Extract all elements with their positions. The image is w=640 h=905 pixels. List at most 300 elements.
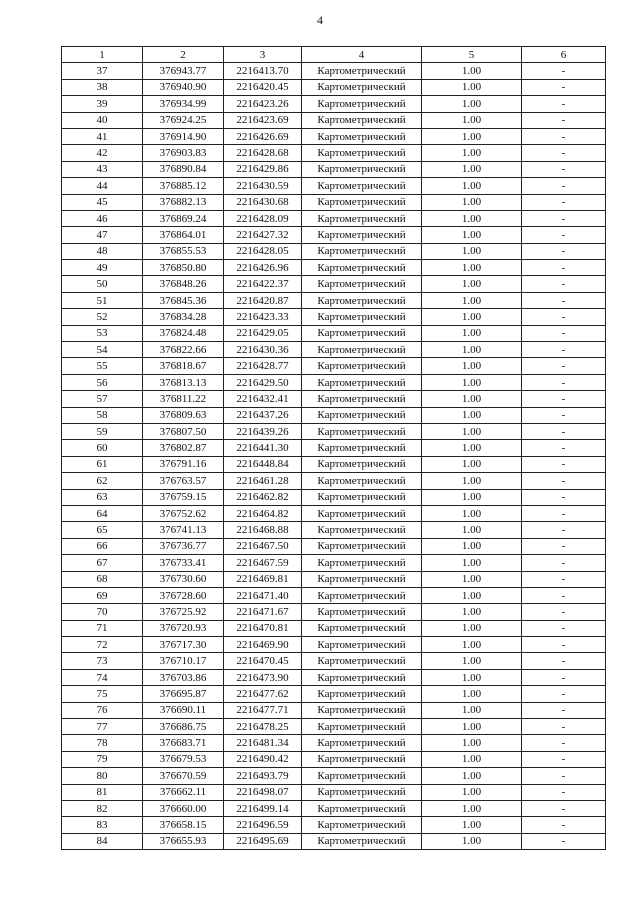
description-cell: - <box>522 325 606 341</box>
point-number-cell: 69 <box>62 587 143 603</box>
x-coordinate-cell: 376822.66 <box>143 342 224 358</box>
point-number-cell: 56 <box>62 374 143 390</box>
accuracy-cell: 1.00 <box>422 63 522 79</box>
table-row <box>62 128 606 144</box>
description-cell: - <box>522 456 606 472</box>
x-coordinate-cell: 376869.24 <box>143 210 224 226</box>
method-cell: Картометрический <box>302 735 422 751</box>
method-cell: Картометрический <box>302 342 422 358</box>
x-coordinate-cell: 376736.77 <box>143 538 224 554</box>
x-coordinate-cell: 376686.75 <box>143 719 224 735</box>
point-number-cell: 66 <box>62 538 143 554</box>
method-cell: Картометрический <box>302 555 422 571</box>
table-row <box>62 637 606 653</box>
x-coordinate-cell: 376655.93 <box>143 833 224 849</box>
point-number-cell: 82 <box>62 800 143 816</box>
point-number-cell: 37 <box>62 63 143 79</box>
description-cell: - <box>522 243 606 259</box>
accuracy-cell: 1.00 <box>422 768 522 784</box>
y-coordinate-cell: 2216429.50 <box>224 374 302 390</box>
y-coordinate-cell: 2216481.34 <box>224 735 302 751</box>
accuracy-cell: 1.00 <box>422 784 522 800</box>
y-coordinate-cell: 2216423.33 <box>224 309 302 325</box>
method-cell: Картометрический <box>302 604 422 620</box>
x-coordinate-cell: 376728.60 <box>143 587 224 603</box>
y-coordinate-cell: 2216432.41 <box>224 391 302 407</box>
description-cell: - <box>522 686 606 702</box>
description-cell: - <box>522 768 606 784</box>
table-row <box>62 358 606 374</box>
table-row <box>62 587 606 603</box>
point-number-cell: 47 <box>62 227 143 243</box>
description-cell: - <box>522 620 606 636</box>
table-row <box>62 407 606 423</box>
table-row <box>62 178 606 194</box>
y-coordinate-cell: 2216469.90 <box>224 637 302 653</box>
accuracy-cell: 1.00 <box>422 538 522 554</box>
point-number-cell: 80 <box>62 768 143 784</box>
y-coordinate-cell: 2216462.82 <box>224 489 302 505</box>
method-cell: Картометрический <box>302 456 422 472</box>
x-coordinate-cell: 376730.60 <box>143 571 224 587</box>
table-row <box>62 555 606 571</box>
table-row <box>62 309 606 325</box>
x-coordinate-cell: 376811.22 <box>143 391 224 407</box>
method-cell: Картометрический <box>302 800 422 816</box>
description-cell: - <box>522 145 606 161</box>
description-cell: - <box>522 227 606 243</box>
y-coordinate-cell: 2216471.67 <box>224 604 302 620</box>
table-row <box>62 342 606 358</box>
y-coordinate-cell: 2216429.86 <box>224 161 302 177</box>
y-coordinate-cell: 2216428.77 <box>224 358 302 374</box>
method-cell: Картометрический <box>302 686 422 702</box>
x-coordinate-cell: 376864.01 <box>143 227 224 243</box>
accuracy-cell: 1.00 <box>422 112 522 128</box>
description-cell: - <box>522 604 606 620</box>
method-cell: Картометрический <box>302 374 422 390</box>
x-coordinate-cell: 376759.15 <box>143 489 224 505</box>
y-coordinate-cell: 2216467.59 <box>224 555 302 571</box>
table-row <box>62 817 606 833</box>
x-coordinate-cell: 376924.25 <box>143 112 224 128</box>
description-cell: - <box>522 63 606 79</box>
x-coordinate-cell: 376725.92 <box>143 604 224 620</box>
point-number-cell: 57 <box>62 391 143 407</box>
y-coordinate-cell: 2216468.88 <box>224 522 302 538</box>
x-coordinate-cell: 376882.13 <box>143 194 224 210</box>
x-coordinate-cell: 376658.15 <box>143 817 224 833</box>
table-row <box>62 751 606 767</box>
point-number-cell: 55 <box>62 358 143 374</box>
table-row <box>62 456 606 472</box>
accuracy-cell: 1.00 <box>422 292 522 308</box>
accuracy-cell: 1.00 <box>422 473 522 489</box>
x-coordinate-cell: 376848.26 <box>143 276 224 292</box>
description-cell: - <box>522 374 606 390</box>
y-coordinate-cell: 2216429.05 <box>224 325 302 341</box>
accuracy-cell: 1.00 <box>422 194 522 210</box>
point-number-cell: 73 <box>62 653 143 669</box>
x-coordinate-cell: 376890.84 <box>143 161 224 177</box>
accuracy-cell: 1.00 <box>422 243 522 259</box>
description-cell: - <box>522 391 606 407</box>
table-row <box>62 243 606 259</box>
table-row <box>62 620 606 636</box>
accuracy-cell: 1.00 <box>422 817 522 833</box>
accuracy-cell: 1.00 <box>422 833 522 849</box>
table-row <box>62 505 606 521</box>
y-coordinate-cell: 2216427.32 <box>224 227 302 243</box>
description-cell: - <box>522 719 606 735</box>
point-number-cell: 49 <box>62 260 143 276</box>
description-cell: - <box>522 637 606 653</box>
point-number-cell: 40 <box>62 112 143 128</box>
y-coordinate-cell: 2216413.70 <box>224 63 302 79</box>
point-number-cell: 48 <box>62 243 143 259</box>
y-coordinate-cell: 2216430.36 <box>224 342 302 358</box>
table-row <box>62 800 606 816</box>
point-number-cell: 78 <box>62 735 143 751</box>
description-cell: - <box>522 653 606 669</box>
accuracy-cell: 1.00 <box>422 522 522 538</box>
table-row <box>62 292 606 308</box>
point-number-cell: 53 <box>62 325 143 341</box>
x-coordinate-cell: 376824.48 <box>143 325 224 341</box>
accuracy-cell: 1.00 <box>422 423 522 439</box>
y-coordinate-cell: 2216448.84 <box>224 456 302 472</box>
point-number-cell: 83 <box>62 817 143 833</box>
point-number-cell: 65 <box>62 522 143 538</box>
point-number-cell: 44 <box>62 178 143 194</box>
method-cell: Картометрический <box>302 833 422 849</box>
x-coordinate-cell: 376807.50 <box>143 423 224 439</box>
y-coordinate-cell: 2216428.68 <box>224 145 302 161</box>
accuracy-cell: 1.00 <box>422 96 522 112</box>
method-cell: Картометрический <box>302 407 422 423</box>
y-coordinate-cell: 2216430.68 <box>224 194 302 210</box>
description-cell: - <box>522 489 606 505</box>
accuracy-cell: 1.00 <box>422 653 522 669</box>
x-coordinate-cell: 376683.71 <box>143 735 224 751</box>
table-row <box>62 194 606 210</box>
point-number-cell: 43 <box>62 161 143 177</box>
description-cell: - <box>522 735 606 751</box>
description-cell: - <box>522 96 606 112</box>
y-coordinate-cell: 2216426.69 <box>224 128 302 144</box>
y-coordinate-cell: 2216428.09 <box>224 210 302 226</box>
point-number-cell: 67 <box>62 555 143 571</box>
accuracy-cell: 1.00 <box>422 391 522 407</box>
accuracy-cell: 1.00 <box>422 342 522 358</box>
y-coordinate-cell: 2216471.40 <box>224 587 302 603</box>
y-coordinate-cell: 2216469.81 <box>224 571 302 587</box>
x-coordinate-cell: 376855.53 <box>143 243 224 259</box>
method-cell: Картометрический <box>302 784 422 800</box>
method-cell: Картометрический <box>302 178 422 194</box>
accuracy-cell: 1.00 <box>422 505 522 521</box>
table-row <box>62 227 606 243</box>
y-coordinate-cell: 2216499.14 <box>224 800 302 816</box>
column-header-3: 3 <box>224 47 302 63</box>
table-row <box>62 161 606 177</box>
x-coordinate-cell: 376845.36 <box>143 292 224 308</box>
point-number-cell: 42 <box>62 145 143 161</box>
point-number-cell: 79 <box>62 751 143 767</box>
description-cell: - <box>522 702 606 718</box>
y-coordinate-cell: 2216430.59 <box>224 178 302 194</box>
y-coordinate-cell: 2216423.69 <box>224 112 302 128</box>
x-coordinate-cell: 376834.28 <box>143 309 224 325</box>
method-cell: Картометрический <box>302 325 422 341</box>
y-coordinate-cell: 2216467.50 <box>224 538 302 554</box>
point-number-cell: 41 <box>62 128 143 144</box>
description-cell: - <box>522 751 606 767</box>
accuracy-cell: 1.00 <box>422 440 522 456</box>
method-cell: Картометрический <box>302 96 422 112</box>
x-coordinate-cell: 376670.59 <box>143 768 224 784</box>
accuracy-cell: 1.00 <box>422 702 522 718</box>
x-coordinate-cell: 376903.83 <box>143 145 224 161</box>
method-cell: Картометрический <box>302 768 422 784</box>
description-cell: - <box>522 473 606 489</box>
table-row <box>62 112 606 128</box>
method-cell: Картометрический <box>302 292 422 308</box>
column-header-6: 6 <box>522 47 606 63</box>
coordinates-table <box>61 46 606 850</box>
x-coordinate-cell: 376695.87 <box>143 686 224 702</box>
table-row <box>62 489 606 505</box>
description-cell: - <box>522 210 606 226</box>
method-cell: Картометрический <box>302 637 422 653</box>
y-coordinate-cell: 2216490.42 <box>224 751 302 767</box>
accuracy-cell: 1.00 <box>422 604 522 620</box>
point-number-cell: 52 <box>62 309 143 325</box>
method-cell: Картометрический <box>302 522 422 538</box>
accuracy-cell: 1.00 <box>422 358 522 374</box>
method-cell: Картометрический <box>302 194 422 210</box>
description-cell: - <box>522 555 606 571</box>
accuracy-cell: 1.00 <box>422 210 522 226</box>
point-number-cell: 68 <box>62 571 143 587</box>
method-cell: Картометрический <box>302 63 422 79</box>
accuracy-cell: 1.00 <box>422 79 522 95</box>
y-coordinate-cell: 2216478.25 <box>224 719 302 735</box>
point-number-cell: 61 <box>62 456 143 472</box>
table-row <box>62 653 606 669</box>
table-row <box>62 276 606 292</box>
description-cell: - <box>522 309 606 325</box>
column-header-5: 5 <box>422 47 522 63</box>
method-cell: Картометрический <box>302 358 422 374</box>
table-row <box>62 79 606 95</box>
description-cell: - <box>522 522 606 538</box>
table-row <box>62 784 606 800</box>
description-cell: - <box>522 800 606 816</box>
x-coordinate-cell: 376813.13 <box>143 374 224 390</box>
table-row <box>62 260 606 276</box>
x-coordinate-cell: 376802.87 <box>143 440 224 456</box>
accuracy-cell: 1.00 <box>422 374 522 390</box>
description-cell: - <box>522 669 606 685</box>
table-row <box>62 604 606 620</box>
description-cell: - <box>522 178 606 194</box>
y-coordinate-cell: 2216439.26 <box>224 423 302 439</box>
x-coordinate-cell: 376662.11 <box>143 784 224 800</box>
description-cell: - <box>522 505 606 521</box>
accuracy-cell: 1.00 <box>422 145 522 161</box>
y-coordinate-cell: 2216423.26 <box>224 96 302 112</box>
y-coordinate-cell: 2216498.07 <box>224 784 302 800</box>
accuracy-cell: 1.00 <box>422 309 522 325</box>
method-cell: Картометрический <box>302 112 422 128</box>
x-coordinate-cell: 376752.62 <box>143 505 224 521</box>
accuracy-cell: 1.00 <box>422 735 522 751</box>
point-number-cell: 76 <box>62 702 143 718</box>
method-cell: Картометрический <box>302 587 422 603</box>
table-row <box>62 702 606 718</box>
description-cell: - <box>522 194 606 210</box>
point-number-cell: 38 <box>62 79 143 95</box>
method-cell: Картометрический <box>302 309 422 325</box>
y-coordinate-cell: 2216496.59 <box>224 817 302 833</box>
point-number-cell: 70 <box>62 604 143 620</box>
table-row <box>62 473 606 489</box>
method-cell: Картометрический <box>302 817 422 833</box>
point-number-cell: 63 <box>62 489 143 505</box>
table-row <box>62 719 606 735</box>
description-cell: - <box>522 407 606 423</box>
method-cell: Картометрический <box>302 145 422 161</box>
table-row <box>62 735 606 751</box>
description-cell: - <box>522 538 606 554</box>
table-row <box>62 538 606 554</box>
accuracy-cell: 1.00 <box>422 800 522 816</box>
accuracy-cell: 1.00 <box>422 555 522 571</box>
y-coordinate-cell: 2216470.81 <box>224 620 302 636</box>
y-coordinate-cell: 2216473.90 <box>224 669 302 685</box>
point-number-cell: 84 <box>62 833 143 849</box>
y-coordinate-cell: 2216428.05 <box>224 243 302 259</box>
column-header-2: 2 <box>143 47 224 63</box>
method-cell: Картометрический <box>302 391 422 407</box>
method-cell: Картометрический <box>302 719 422 735</box>
accuracy-cell: 1.00 <box>422 686 522 702</box>
method-cell: Картометрический <box>302 571 422 587</box>
x-coordinate-cell: 376809.63 <box>143 407 224 423</box>
point-number-cell: 75 <box>62 686 143 702</box>
method-cell: Картометрический <box>302 260 422 276</box>
x-coordinate-cell: 376717.30 <box>143 637 224 653</box>
description-cell: - <box>522 587 606 603</box>
description-cell: - <box>522 358 606 374</box>
table-row <box>62 522 606 538</box>
x-coordinate-cell: 376733.41 <box>143 555 224 571</box>
description-cell: - <box>522 784 606 800</box>
method-cell: Картометрический <box>302 751 422 767</box>
method-cell: Картометрический <box>302 505 422 521</box>
accuracy-cell: 1.00 <box>422 751 522 767</box>
description-cell: - <box>522 128 606 144</box>
x-coordinate-cell: 376934.99 <box>143 96 224 112</box>
description-cell: - <box>522 342 606 358</box>
table-row <box>62 686 606 702</box>
method-cell: Картометрический <box>302 79 422 95</box>
column-header-1: 1 <box>62 47 143 63</box>
table-row <box>62 571 606 587</box>
table-row <box>62 391 606 407</box>
description-cell: - <box>522 161 606 177</box>
x-coordinate-cell: 376914.90 <box>143 128 224 144</box>
y-coordinate-cell: 2216477.71 <box>224 702 302 718</box>
point-number-cell: 64 <box>62 505 143 521</box>
accuracy-cell: 1.00 <box>422 571 522 587</box>
y-coordinate-cell: 2216437.26 <box>224 407 302 423</box>
x-coordinate-cell: 376943.77 <box>143 63 224 79</box>
x-coordinate-cell: 376690.11 <box>143 702 224 718</box>
point-number-cell: 77 <box>62 719 143 735</box>
accuracy-cell: 1.00 <box>422 161 522 177</box>
method-cell: Картометрический <box>302 423 422 439</box>
description-cell: - <box>522 423 606 439</box>
description-cell: - <box>522 440 606 456</box>
point-number-cell: 59 <box>62 423 143 439</box>
description-cell: - <box>522 260 606 276</box>
point-number-cell: 81 <box>62 784 143 800</box>
x-coordinate-cell: 376940.90 <box>143 79 224 95</box>
method-cell: Картометрический <box>302 128 422 144</box>
method-cell: Картометрический <box>302 538 422 554</box>
method-cell: Картометрический <box>302 669 422 685</box>
table-row <box>62 768 606 784</box>
method-cell: Картометрический <box>302 227 422 243</box>
y-coordinate-cell: 2216420.87 <box>224 292 302 308</box>
method-cell: Картометрический <box>302 440 422 456</box>
description-cell: - <box>522 276 606 292</box>
x-coordinate-cell: 376885.12 <box>143 178 224 194</box>
accuracy-cell: 1.00 <box>422 276 522 292</box>
accuracy-cell: 1.00 <box>422 128 522 144</box>
x-coordinate-cell: 376679.53 <box>143 751 224 767</box>
point-number-cell: 72 <box>62 637 143 653</box>
accuracy-cell: 1.00 <box>422 620 522 636</box>
point-number-cell: 45 <box>62 194 143 210</box>
y-coordinate-cell: 2216461.28 <box>224 473 302 489</box>
table-row <box>62 210 606 226</box>
method-cell: Картометрический <box>302 489 422 505</box>
x-coordinate-cell: 376703.86 <box>143 669 224 685</box>
table-row <box>62 833 606 849</box>
description-cell: - <box>522 833 606 849</box>
x-coordinate-cell: 376741.13 <box>143 522 224 538</box>
point-number-cell: 46 <box>62 210 143 226</box>
method-cell: Картометрический <box>302 653 422 669</box>
table-row <box>62 96 606 112</box>
y-coordinate-cell: 2216426.96 <box>224 260 302 276</box>
description-cell: - <box>522 292 606 308</box>
accuracy-cell: 1.00 <box>422 407 522 423</box>
table-row <box>62 374 606 390</box>
accuracy-cell: 1.00 <box>422 178 522 194</box>
x-coordinate-cell: 376818.67 <box>143 358 224 374</box>
point-number-cell: 58 <box>62 407 143 423</box>
accuracy-cell: 1.00 <box>422 489 522 505</box>
accuracy-cell: 1.00 <box>422 637 522 653</box>
description-cell: - <box>522 571 606 587</box>
point-number-cell: 62 <box>62 473 143 489</box>
method-cell: Картометрический <box>302 473 422 489</box>
method-cell: Картометрический <box>302 620 422 636</box>
